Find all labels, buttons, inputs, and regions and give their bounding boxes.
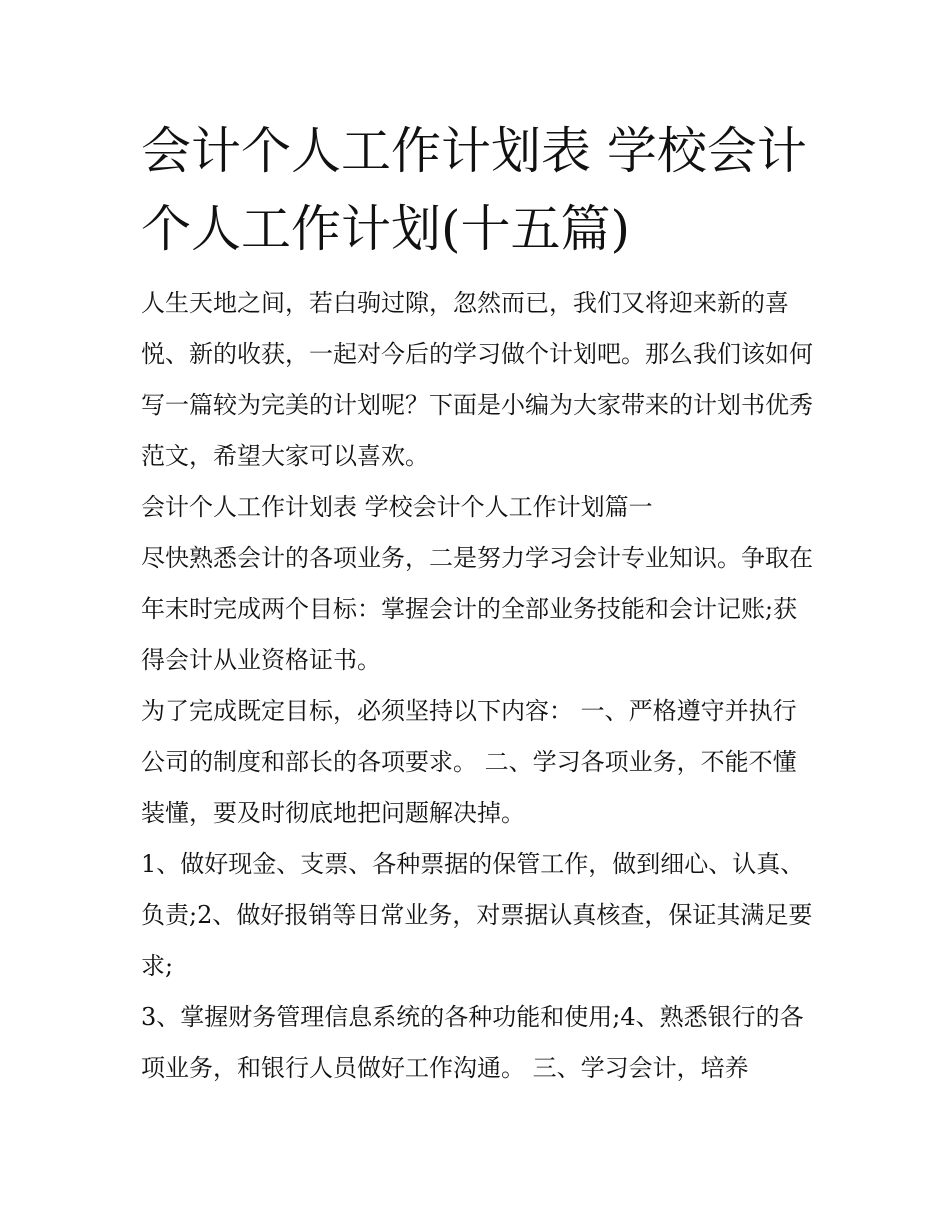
- list-paragraph: 3、掌握财务管理信息系统的各种功能和使用;4、熟悉银行的各项业务，和银行人员做好工作沟通。 三、学习会计，培养: [141, 1003, 804, 1082]
- list-paragraph: 1、做好现金、支票、各种票据的保管工作，做到细心、认真、负责;2、做好报销等日常业务，对票据认真核查，保证其满足要求;: [141, 850, 813, 980]
- body-paragraph: 为了完成既定目标，必须坚持以下内容： 一、严格遵守并执行公司的制度和部长的各项要求。 二、学习各项业务，不能不懂装懂，要及时彻底地把问题解决掉。: [141, 697, 797, 827]
- document-title: 会计个人工作计划表 学校会计个人工作计划(十五篇): [141, 122, 807, 258]
- intro-paragraph: 人生天地之间，若白驹过隙，忽然而已，我们又将迎来新的喜悦、新的收获，一起对今后的学习做个计划吧。那么我们该如何写一篇较为完美的计划呢？下面是小编为大家带来的计划书优秀范文，希望大家可以喜欢。: [141, 289, 813, 470]
- section-heading: 会计个人工作计划表 学校会计个人工作计划篇一: [141, 493, 653, 521]
- document-page: [141, 112, 813, 1094]
- body-paragraph: 尽快熟悉会计的各项业务，二是努力学习会计专业知识。争取在年末时完成两个目标：掌握会计的全部业务技能和会计记账;获得会计从业资格证书。: [141, 544, 813, 674]
